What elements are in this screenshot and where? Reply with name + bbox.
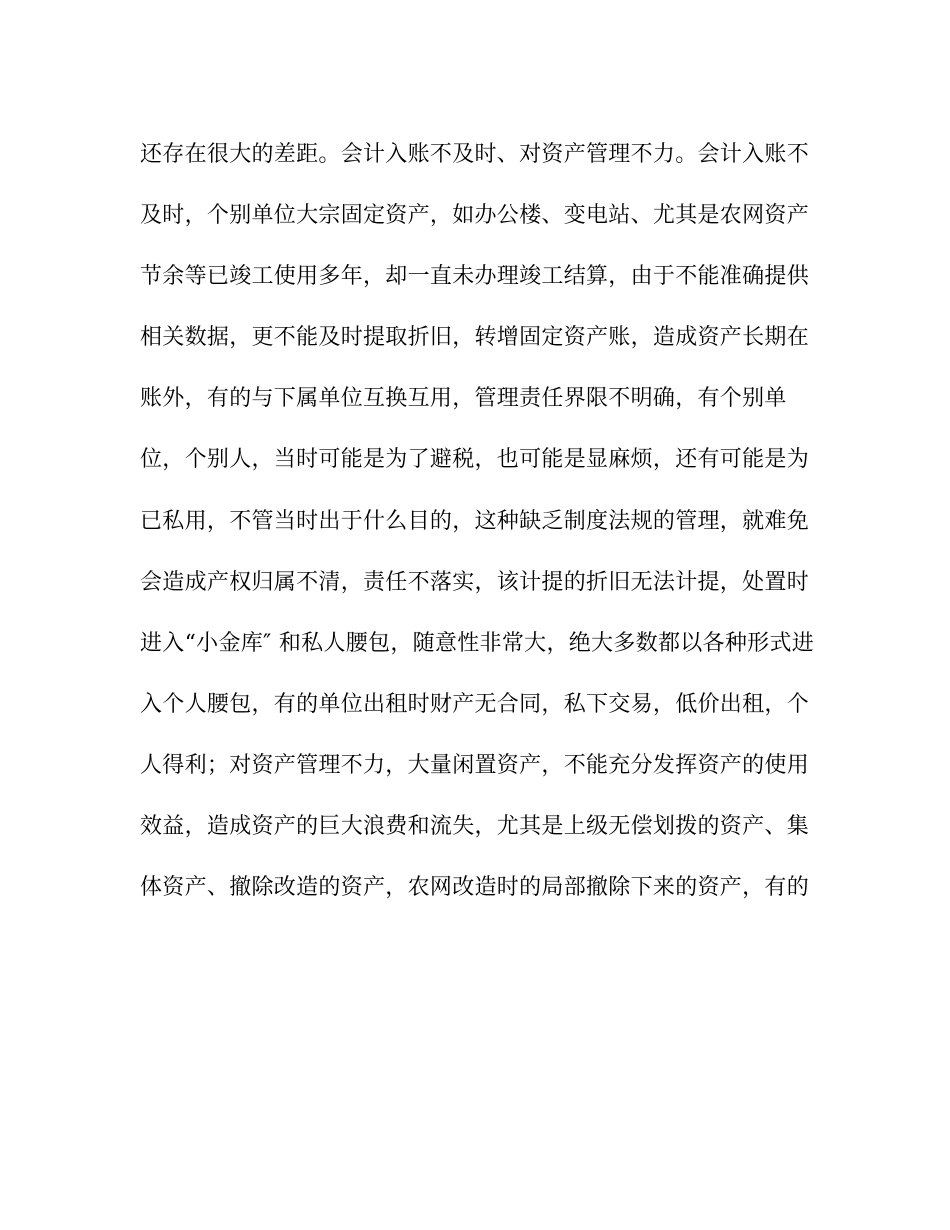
text-line: 账外，有的与下属单位互换互用，管理责任界限不明确，有个别单 [140,386,787,412]
text-line: 及时，个别单位大宗固定资产，如办公楼、变电站、尤其是农网资产 [140,203,810,229]
text-line: 已私用，不管当时出于什么目的，这种缺乏制度法规的管理，就难免 [140,508,810,534]
text-line: 位，个别人，当时可能是为了避税，也可能是显麻烦，还有可能是为 [140,447,810,473]
text-line: 相关数据，更不能及时提取折旧，转增固定资产账，造成资产长期在 [140,325,810,351]
text-line: 入个人腰包，有的单位出租时财产无合同，私下交易，低价出租，个 [140,691,810,717]
text-line: 会造成产权归属不清，责任不落实，该计提的折旧无法计提，处置时 [140,569,810,595]
text-line: 人得利；对资产管理不力，大量闲置资产，不能充分发挥资产的使用 [140,752,810,778]
body-text [140,137,820,931]
text-line: 还存在很大的差距。会计入账不及时、对资产管理不力。会计入账不 [140,142,810,167]
text-line: 效益，造成资产的巨大浪费和流失，尤其是上级无偿划拨的资产、集 [140,814,810,840]
text-line: 节余等已竣工使用多年，却一直未办理竣工结算，由于不能准确提供 [140,264,810,290]
text-line: 体资产、撤除改造的资产，农网改造时的局部撤除下来的资产，有的 [140,875,810,901]
text-line: 进入“小金库″ 和私人腰包，随意性非常大，绝大多数都以各种形式进 [140,630,815,656]
